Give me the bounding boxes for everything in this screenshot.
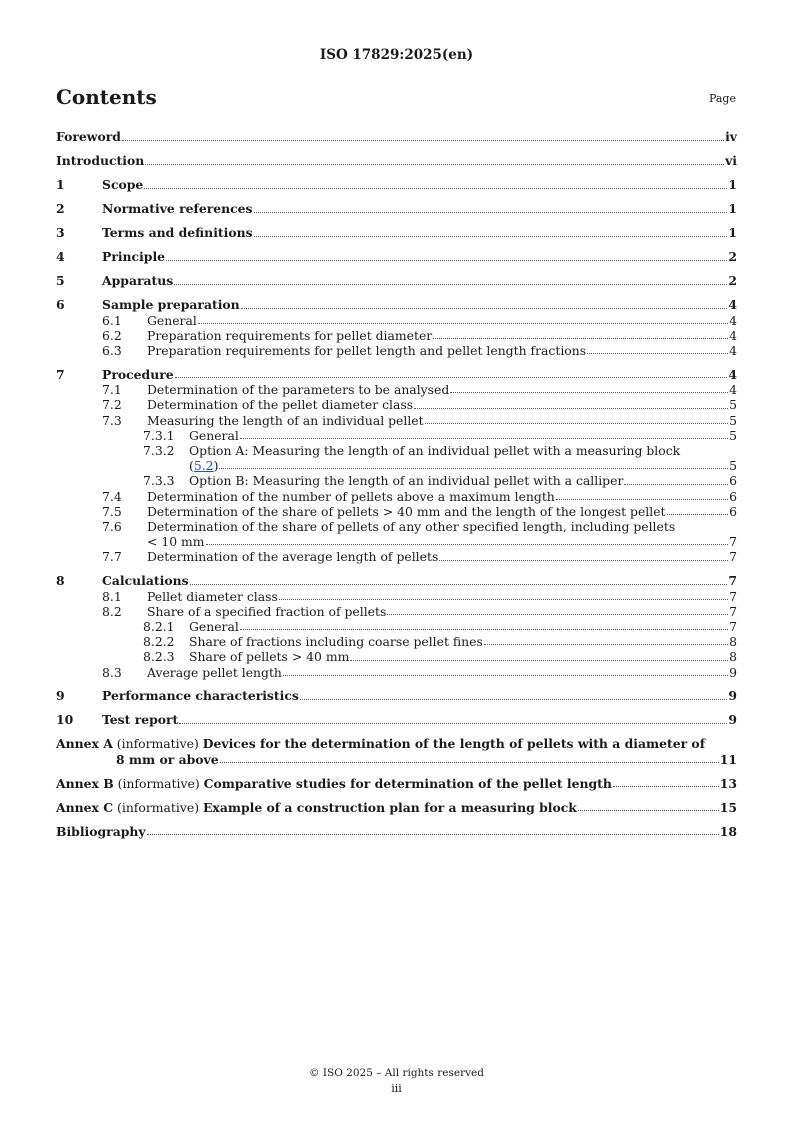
toc-entry-7-2[interactable] <box>56 397 737 412</box>
toc-number: 1 <box>56 177 65 192</box>
toc-number: 7.3 <box>102 412 122 428</box>
toc-entry-foreword[interactable] <box>56 129 737 145</box>
leader-dots <box>624 484 728 485</box>
toc-title-line2: < 10 mm <box>147 534 205 550</box>
leader-dots <box>179 723 727 724</box>
toc-page: 9 <box>728 688 737 704</box>
toc-entry-4[interactable] <box>56 249 737 265</box>
leader-dots <box>613 786 719 787</box>
leader-dots <box>219 468 728 469</box>
toc-title: Preparation requirements for pellet diameter <box>147 327 433 343</box>
toc-title: Apparatus <box>102 273 174 288</box>
toc-entry-7-4[interactable] <box>56 489 737 504</box>
toc-title: Determination of the share of pellets > 40 mm and the length of the longest pellet <box>147 503 666 519</box>
leader-dots <box>145 164 724 165</box>
toc-page: 5 <box>729 458 737 474</box>
toc-number: 6 <box>56 297 65 312</box>
toc-page: 6 <box>729 503 737 519</box>
leader-dots <box>240 629 728 630</box>
toc-title: Pellet diameter class <box>147 588 278 604</box>
toc-entry-8-2[interactable] <box>56 604 737 619</box>
toc-entry-7-3-1[interactable] <box>56 428 737 443</box>
toc-title: Determination of the average length of pellets <box>147 549 439 565</box>
toc-page: 1 <box>728 177 737 192</box>
toc-page: 2 <box>728 273 737 288</box>
toc-title: Share of a specified fraction of pellets <box>147 603 387 619</box>
leader-dots <box>166 260 727 261</box>
toc-page: 11 <box>719 751 737 767</box>
toc-title-line2 <box>189 458 218 473</box>
toc-title: Share of pellets > 40 mm <box>189 649 350 665</box>
toc-page: 1 <box>728 225 737 240</box>
annex-label: Annex A <box>56 736 113 752</box>
toc-number: 7.1 <box>102 382 122 398</box>
leader-dots <box>254 236 728 237</box>
leader-dots <box>300 699 728 700</box>
leader-dots <box>578 810 719 811</box>
leader-dots <box>425 423 728 424</box>
paren-close: ) <box>213 458 219 474</box>
leader-dots <box>175 377 728 378</box>
toc-number: 7.7 <box>102 549 122 565</box>
toc-entry-7-1[interactable] <box>56 382 737 397</box>
toc-number: 3 <box>56 225 65 240</box>
toc-title-line1: Determination of the share of pellets of any other specified length, including pellets <box>147 518 676 534</box>
toc-number: 6.2 <box>102 327 122 343</box>
annex-label: Annex B <box>56 775 114 791</box>
leader-dots <box>387 614 728 615</box>
toc-number: 7.2 <box>102 397 122 413</box>
toc-entry-6-2[interactable] <box>56 328 737 343</box>
copyright-notice: © ISO 2025 – All rights reserved <box>309 1067 484 1079</box>
toc-page: 15 <box>719 799 737 815</box>
toc-number: 7 <box>56 366 65 382</box>
annex-c-text <box>56 800 577 816</box>
toc-title: Determination of the number of pellets above a maximum length <box>147 488 555 504</box>
toc-title-line1: Option A: Measuring the length of an individual pellet with a measuring block <box>189 442 681 458</box>
leader-dots <box>450 392 728 393</box>
toc-title: Terms and definitions <box>102 225 253 240</box>
toc-number: 6.3 <box>102 342 122 358</box>
leader-dots <box>144 188 727 189</box>
leader-dots <box>220 762 719 763</box>
toc-title: Procedure <box>102 366 174 382</box>
toc-page: 7 <box>729 603 737 619</box>
leader-dots <box>587 353 728 354</box>
toc-number: 7.3.1 <box>143 427 175 443</box>
annex-informative: (informative) <box>117 799 200 815</box>
toc-entry-7[interactable] <box>56 367 737 383</box>
toc-entry-7-5[interactable] <box>56 504 737 519</box>
toc-entry-annex-c[interactable] <box>56 800 737 816</box>
toc-page: 5 <box>729 427 737 443</box>
toc-title: Sample preparation <box>102 297 240 312</box>
section-link-5-2[interactable]: 5.2 <box>193 458 214 474</box>
toc-page: 4 <box>729 382 737 398</box>
toc-entry-8-1[interactable] <box>56 589 737 604</box>
toc-number: 4 <box>56 249 65 264</box>
leader-dots <box>174 284 727 285</box>
toc-entry-7-3-2[interactable] <box>56 443 737 473</box>
leader-dots <box>350 660 728 661</box>
table-of-contents <box>56 129 737 839</box>
annex-informative: (informative) <box>117 775 200 791</box>
leader-dots <box>240 438 728 439</box>
contents-heading: Contents <box>56 85 157 109</box>
toc-title: Calculations <box>102 573 189 589</box>
toc-entry-3[interactable] <box>56 225 737 241</box>
toc-page: 13 <box>719 775 737 791</box>
toc-page: 4 <box>728 297 737 312</box>
toc-page: 7 <box>729 588 737 604</box>
toc-page: 9 <box>728 712 737 728</box>
toc-title: General <box>189 427 239 443</box>
toc-title: Performance characteristics <box>102 688 299 704</box>
toc-title: General <box>147 312 197 328</box>
toc-entry-8-2-1[interactable] <box>56 619 737 634</box>
toc-number: 8.2 <box>102 603 122 619</box>
leader-dots <box>556 499 728 500</box>
toc-entry-9[interactable] <box>56 688 737 704</box>
toc-title: Preparation requirements for pellet length and pellet length fractions <box>147 342 587 358</box>
toc-number: 7.6 <box>102 518 122 534</box>
toc-entry-8-2-3[interactable] <box>56 649 737 664</box>
toc-number: 5 <box>56 273 65 288</box>
toc-number: 6.1 <box>102 312 122 328</box>
toc-title: General <box>189 618 239 634</box>
toc-page: 4 <box>729 312 737 328</box>
toc-title: Principle <box>102 249 166 264</box>
toc-entry-7-3[interactable] <box>56 413 737 428</box>
toc-title: Determination of the parameters to be analysed <box>147 382 450 398</box>
toc-number: 8 <box>56 573 65 589</box>
annex-title-line1: Devices for the determination of the length of pellets with a diameter of <box>202 736 706 752</box>
toc-number: 7.3.2 <box>143 442 175 458</box>
toc-number: 2 <box>56 201 65 216</box>
toc-page: 6 <box>729 473 737 489</box>
toc-page: 4 <box>729 342 737 358</box>
toc-entry-6-3[interactable] <box>56 343 737 358</box>
toc-title: Measuring the length of an individual pellet <box>147 412 424 428</box>
leader-dots <box>279 599 728 600</box>
toc-entry-8-2-2[interactable] <box>56 634 737 649</box>
toc-number: 10 <box>56 712 74 728</box>
toc-entry-6[interactable] <box>56 297 737 313</box>
toc-number: 8.2.3 <box>143 649 175 665</box>
toc-page: 6 <box>729 488 737 504</box>
page-number: iii <box>391 1082 402 1095</box>
toc-title: Determination of the pellet diameter class <box>147 397 414 413</box>
leader-dots <box>439 560 728 561</box>
annex-informative: (informative) <box>116 736 199 752</box>
leader-dots <box>254 212 728 213</box>
toc-number: 7.4 <box>102 488 122 504</box>
toc-page: 7 <box>728 573 737 589</box>
leader-dots <box>122 140 724 141</box>
page-footer <box>0 1067 793 1095</box>
annex-title: Example of a construction plan for a measuring block <box>202 799 577 815</box>
leader-dots <box>484 644 728 645</box>
toc-page: 9 <box>729 664 737 680</box>
page-column-label: Page <box>708 92 736 105</box>
leader-dots <box>433 338 728 339</box>
toc-title: Foreword <box>56 129 121 144</box>
annex-title-line2: 8 mm or above <box>116 751 219 767</box>
toc-entry-introduction[interactable] <box>56 153 737 169</box>
annex-b-text <box>56 776 612 792</box>
leader-dots <box>190 584 728 585</box>
toc-page: 2 <box>728 249 737 264</box>
toc-entry-1[interactable] <box>56 177 737 193</box>
toc-entry-annex-b[interactable] <box>56 776 737 792</box>
toc-page: 8 <box>729 649 737 665</box>
leader-dots <box>147 834 719 835</box>
toc-number: 7.5 <box>102 503 122 519</box>
leader-dots <box>414 408 728 409</box>
toc-entry-10[interactable] <box>56 712 737 728</box>
leader-dots <box>206 544 729 545</box>
annex-label: Annex C <box>56 799 114 815</box>
toc-page: 5 <box>729 412 737 428</box>
toc-page: 8 <box>729 634 737 650</box>
toc-page: 7 <box>729 618 737 634</box>
toc-entry-7-3-3[interactable] <box>56 473 737 488</box>
toc-page: 4 <box>728 366 737 382</box>
toc-page: 1 <box>728 201 737 216</box>
toc-title: Bibliography <box>56 823 146 839</box>
leader-dots <box>283 675 728 676</box>
toc-page: 7 <box>729 549 737 565</box>
toc-entry-8-3[interactable] <box>56 665 737 680</box>
toc-number: 8.3 <box>102 664 122 680</box>
toc-page: 5 <box>729 397 737 413</box>
toc-number: 8.2.1 <box>143 618 175 634</box>
toc-number: 8.2.2 <box>143 634 175 650</box>
toc-page: 18 <box>719 823 737 839</box>
toc-title: Test report <box>102 712 179 728</box>
toc-title: Introduction <box>56 153 145 168</box>
toc-entry-7-7[interactable] <box>56 549 737 564</box>
annex-title: Comparative studies for determination of the pellet length <box>203 775 612 791</box>
toc-entry-2[interactable] <box>56 201 737 217</box>
toc-page: 4 <box>729 327 737 343</box>
toc-title: Scope <box>102 177 144 192</box>
toc-number: 8.1 <box>102 588 122 604</box>
toc-entry-8[interactable] <box>56 573 737 589</box>
paren-open: ( <box>189 458 194 474</box>
toc-entry-7-6[interactable] <box>56 519 737 549</box>
toc-entry-annex-a[interactable] <box>56 736 737 767</box>
annex-a-line1 <box>56 736 737 752</box>
leader-dots <box>241 308 728 309</box>
toc-entry-5[interactable] <box>56 273 737 289</box>
toc-page: iv <box>725 129 737 144</box>
toc-title: Share of fractions including coarse pellet fines <box>189 634 483 650</box>
toc-title: Normative references <box>102 201 253 216</box>
toc-page: 7 <box>729 534 737 550</box>
toc-number: 7.3.3 <box>143 473 175 489</box>
toc-page: vi <box>725 153 737 168</box>
leader-dots <box>198 323 728 324</box>
toc-entry-bibliography[interactable] <box>56 824 737 840</box>
toc-number: 9 <box>56 688 65 704</box>
toc-entry-6-1[interactable] <box>56 313 737 328</box>
toc-title: Option B: Measuring the length of an individual pellet with a calliper <box>189 473 624 489</box>
toc-title: Average pellet length <box>147 664 282 680</box>
leader-dots <box>667 514 729 515</box>
document-id: ISO 17829:2025(en) <box>319 47 474 63</box>
